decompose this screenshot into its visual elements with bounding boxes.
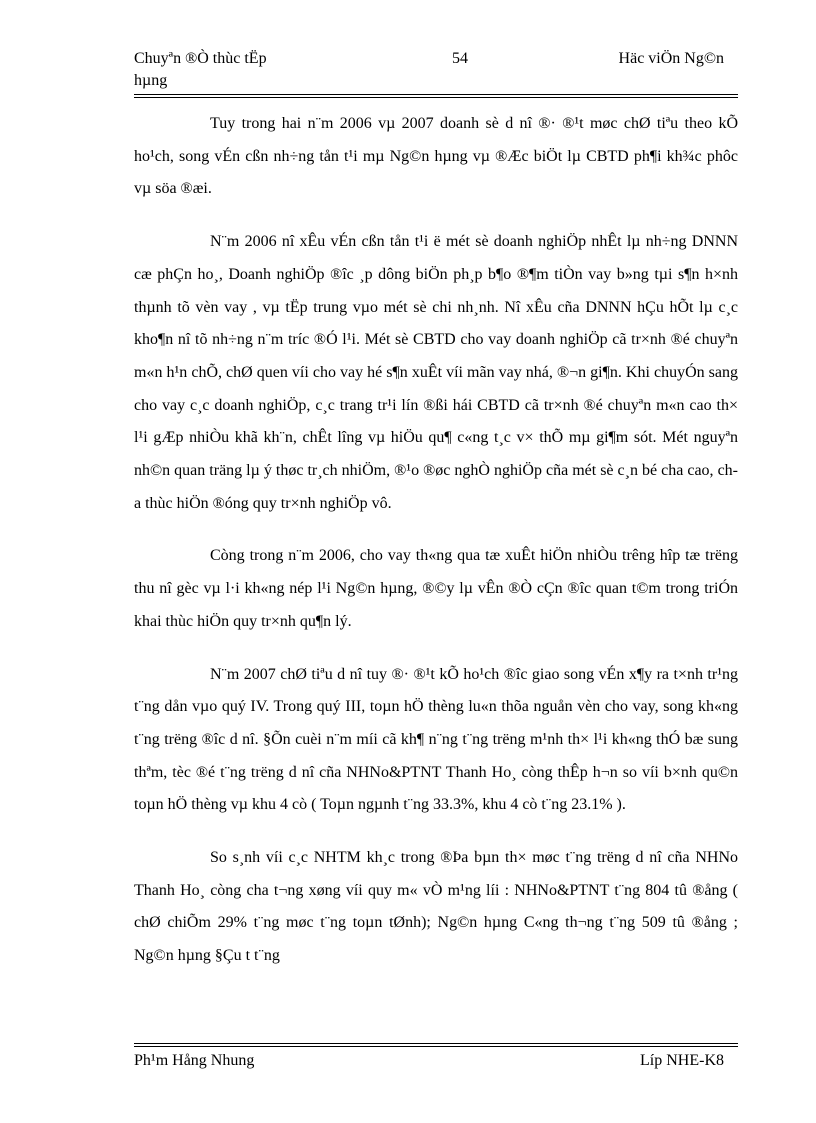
paragraph-4: N¨m 2007 chØ tiªu d nî tuy ®· ®¹t kÕ ho¹ch ®îc giao song vÉn x¶y ra t×nh tr¹ng t¨ng dån vµo quý IV. Trong quý III, toµn hÖ thèng lu«n thõa nguån vèn cho vay, song kh«ng t¨ng trëng ®îc d nî. §Õn cuèi n¨m míi cã kh¶ n¨ng t¨ng trëng m¹nh th× l¹i kh«ng thÓ bæ sung thªm, tèc ®é t¨ng trëng d nî cña NHNo&PTNT Thanh Ho¸ còng thÊp h¬n so víi b×nh qu©n toµn hÖ thèng vµ khu 4 cò ( Toµn ngµnh t¨ng 33.3%, khu 4 cò t¨ng 23.1% ). <box>134 665 738 814</box>
header-title <box>134 48 334 92</box>
footer-author: Ph¹m Hång Nhung <box>134 1052 255 1069</box>
footer-rule-top <box>134 1043 738 1044</box>
header-title-line1: Chuyªn ®Ò thùc tËp <box>134 50 267 67</box>
header-rule-bottom <box>134 97 738 98</box>
header-title-line2: hµng <box>134 72 168 89</box>
paragraph-1: Tuy trong hai n¨m 2006 vµ 2007 doanh sè d nî ®· ®¹t møc chØ tiªu theo kÕ ho¹ch, song vÉn cßn nh÷ng tån t¹i mµ Ng©n hµng vµ ®Æc biÖt lµ CBTD ph¶i kh¾c phôc vµ söa ®æi. <box>134 115 738 198</box>
footer-rule-bottom <box>134 1046 738 1047</box>
paragraph-2: N¨m 2006 nî xÊu vÉn cßn tån t¹i ë mét sè doanh nghiÖp nhÊt lµ nh÷ng DNNN cæ phÇn ho¸, Doanh nghiÖp ®îc ¸p dông biÖn ph¸p b¶o ®¶m tiÒn vay b»ng tµi s¶n h×nh thµnh tõ vèn vay , vµ tËp trung vµo mét sè chi nh¸nh. Nî xÊu cña DNNN hÇu hÕt lµ c¸c kho¶n nî tõ nh÷ng n¨m tríc ®Ó l¹i. Mét sè CBTD cho vay doanh nghiÖp cã tr×nh ®é chuyªn m«n h¹n chÕ, chØ quen víi cho vay hé s¶n xuÊt víi mãn vay nhá, ®¬n gi¶n. Khi chuyÓn sang cho vay c¸c doanh nghiÖp, c¸c trang tr¹i lín ®ßi hái CBTD cã tr×nh ®é chuyªn m«n cao th× l¹i gÆp nhiÒu khã kh¨n, chÊt lîng vµ hiÖu qu¶ c«ng t¸c v× thÕ mµ gi¶m sót. Mét nguyªn nh©n quan träng lµ ý thøc tr¸ch nhiÖm, ®¹o ®øc nghÒ nghiÖp cña mét sè c¸n bé cha cao, cha thùc hiÖn ®óng quy tr×nh nghiÖp vô. <box>134 233 738 512</box>
page-number: 54 <box>452 50 468 67</box>
body-text <box>134 108 738 993</box>
header-institution: Häc viÖn Ng©n <box>618 50 724 67</box>
paragraph-5: So s¸nh víi c¸c NHTM kh¸c trong ®Þa bµn th× møc t¨ng trëng d nî cña NHNo Thanh Ho¸ còng cha t¬ng xøng víi quy m« vÒ m¹ng líi : NHNo&PTNT t¨ng 804 tû ®ång ( chØ chiÕm 29% t¨ng møc t¨ng toµn tØnh); Ng©n hµng C«ng th¬ng t¨ng 509 tû ®ång ; Ng©n hµng §Çu t t¨ng <box>134 849 738 965</box>
paragraph-3: Còng trong n¨m 2006, cho vay th«ng qua tæ xuÊt hiÖn nhiÒu trêng hîp tæ trëng thu nî gèc vµ l·i kh«ng nép l¹i Ng©n hµng, ®©y lµ vÊn ®Ò cÇn ®îc quan t©m trong triÓn khai thùc hiÖn quy tr×nh qu¶n lý. <box>134 547 738 630</box>
header-rule-top <box>134 94 738 95</box>
footer-class: Líp NHE-K8 <box>640 1052 724 1069</box>
page-header <box>134 48 738 94</box>
